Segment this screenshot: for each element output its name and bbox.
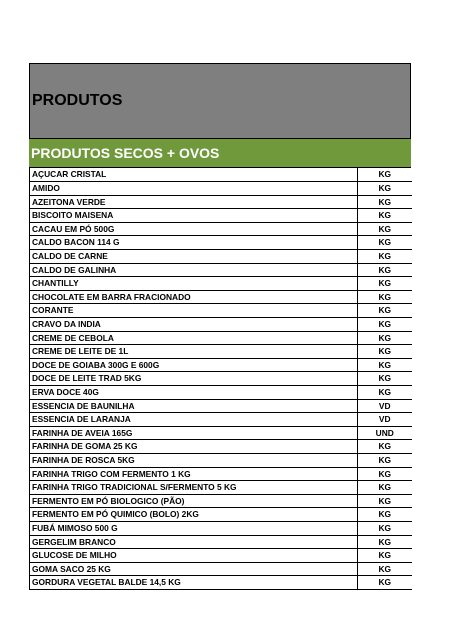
product-name-cell[interactable]: CRAVO DA INDIA	[30, 318, 358, 332]
table-row	[30, 182, 412, 196]
product-name-cell[interactable]: CORANTE	[30, 304, 358, 318]
table-row	[30, 372, 412, 386]
unit-cell[interactable]: KG	[358, 250, 412, 264]
table-row	[30, 453, 412, 467]
product-name-cell[interactable]: GLUCOSE DE MILHO	[30, 549, 358, 563]
sheet-title: PRODUTOS	[32, 92, 123, 109]
product-name-cell[interactable]: CALDO DE CARNE	[30, 250, 358, 264]
product-table	[29, 168, 412, 590]
product-name-cell[interactable]: CALDO BACON 114 G	[30, 236, 358, 250]
table-row	[30, 318, 412, 332]
table-row	[30, 467, 412, 481]
table-row	[30, 236, 412, 250]
product-name-cell[interactable]: AMIDO	[30, 182, 358, 196]
product-name-cell[interactable]: CHANTILLY	[30, 277, 358, 291]
sheet-title-cell[interactable]	[29, 63, 411, 139]
unit-cell[interactable]: VD	[358, 413, 412, 427]
unit-cell[interactable]: KG	[358, 236, 412, 250]
table-row	[30, 440, 412, 454]
product-name-cell[interactable]: FARINHA TRIGO COM FERMENTO 1 KG	[30, 467, 358, 481]
table-row	[30, 386, 412, 400]
product-name-cell[interactable]: FARINHA DE ROSCA 5KG	[30, 453, 358, 467]
unit-cell[interactable]: KG	[358, 345, 412, 359]
table-row	[30, 576, 412, 590]
product-rows	[30, 168, 412, 589]
product-name-cell[interactable]: FARINHA DE GOMA 25 KG	[30, 440, 358, 454]
spreadsheet	[29, 63, 411, 590]
unit-cell[interactable]: KG	[358, 331, 412, 345]
unit-cell[interactable]: KG	[358, 290, 412, 304]
unit-cell[interactable]: KG	[358, 521, 412, 535]
table-row	[30, 481, 412, 495]
product-name-cell[interactable]: ERVA DOCE 40G	[30, 386, 358, 400]
product-name-cell[interactable]: DOCE DE GOIABA 300G E 600G	[30, 358, 358, 372]
unit-cell[interactable]: KG	[358, 222, 412, 236]
table-row	[30, 549, 412, 563]
unit-cell[interactable]: KG	[358, 304, 412, 318]
product-name-cell[interactable]: FERMENTO EM PÓ QUIMICO (BOLO) 2KG	[30, 508, 358, 522]
product-name-cell[interactable]: GOMA SACO 25 KG	[30, 562, 358, 576]
product-name-cell[interactable]: CREME DE CEBOLA	[30, 331, 358, 345]
product-name-cell[interactable]: ESSENCIA DE BAUNILHA	[30, 399, 358, 413]
product-name-cell[interactable]: CACAU EM PÓ 500G	[30, 222, 358, 236]
product-name-cell[interactable]: BISCOITO MAISENA	[30, 209, 358, 223]
product-name-cell[interactable]: ESSENCIA DE LARANJA	[30, 413, 358, 427]
table-row	[30, 195, 412, 209]
product-name-cell[interactable]: GORDURA VEGETAL BALDE 14,5 KG	[30, 576, 358, 590]
product-name-cell[interactable]: FARINHA TRIGO TRADICIONAL S/FERMENTO 5 KG	[30, 481, 358, 495]
category-title: PRODUTOS SECOS + OVOS	[31, 145, 220, 161]
table-row	[30, 290, 412, 304]
unit-cell[interactable]: KG	[358, 277, 412, 291]
product-name-cell[interactable]: CALDO DE GALINHA	[30, 263, 358, 277]
unit-cell[interactable]: KG	[358, 209, 412, 223]
unit-cell[interactable]: KG	[358, 440, 412, 454]
unit-cell[interactable]: UND	[358, 426, 412, 440]
unit-cell[interactable]: VD	[358, 399, 412, 413]
unit-cell[interactable]: KG	[358, 372, 412, 386]
product-name-cell[interactable]: FERMENTO EM PÓ BIOLOGICO (PÃO)	[30, 494, 358, 508]
table-row	[30, 250, 412, 264]
table-row	[30, 521, 412, 535]
table-row	[30, 358, 412, 372]
unit-cell[interactable]: KG	[358, 494, 412, 508]
product-name-cell[interactable]: AÇUCAR CRISTAL	[30, 168, 358, 182]
table-row	[30, 209, 412, 223]
unit-cell[interactable]: KG	[358, 182, 412, 196]
unit-cell[interactable]: KG	[358, 386, 412, 400]
table-row	[30, 562, 412, 576]
table-row	[30, 263, 412, 277]
category-header-cell[interactable]	[29, 139, 411, 168]
table-row	[30, 508, 412, 522]
table-row	[30, 413, 412, 427]
table-row	[30, 399, 412, 413]
unit-cell[interactable]: KG	[358, 481, 412, 495]
table-row	[30, 222, 412, 236]
product-name-cell[interactable]: FUBÁ MIMOSO 500 G	[30, 521, 358, 535]
unit-cell[interactable]: KG	[358, 576, 412, 590]
product-name-cell[interactable]: DOCE DE LEITE TRAD 5KG	[30, 372, 358, 386]
unit-cell[interactable]: KG	[358, 508, 412, 522]
table-row	[30, 426, 412, 440]
table-row	[30, 277, 412, 291]
unit-cell[interactable]: KG	[358, 535, 412, 549]
table-row	[30, 304, 412, 318]
unit-cell[interactable]: KG	[358, 562, 412, 576]
table-row	[30, 345, 412, 359]
unit-cell[interactable]: KG	[358, 318, 412, 332]
unit-cell[interactable]: KG	[358, 453, 412, 467]
product-name-cell[interactable]: CHOCOLATE EM BARRA FRACIONADO	[30, 290, 358, 304]
unit-cell[interactable]: KG	[358, 467, 412, 481]
product-name-cell[interactable]: CREME DE LEITE DE 1L	[30, 345, 358, 359]
unit-cell[interactable]: KG	[358, 168, 412, 182]
table-row	[30, 168, 412, 182]
product-name-cell[interactable]: FARINHA DE AVEIA 165G	[30, 426, 358, 440]
table-row	[30, 535, 412, 549]
unit-cell[interactable]: KG	[358, 263, 412, 277]
unit-cell[interactable]: KG	[358, 358, 412, 372]
unit-cell[interactable]: KG	[358, 195, 412, 209]
unit-cell[interactable]: KG	[358, 549, 412, 563]
table-row	[30, 494, 412, 508]
product-name-cell[interactable]: AZEITONA VERDE	[30, 195, 358, 209]
table-row	[30, 331, 412, 345]
product-name-cell[interactable]: GERGELIM BRANCO	[30, 535, 358, 549]
